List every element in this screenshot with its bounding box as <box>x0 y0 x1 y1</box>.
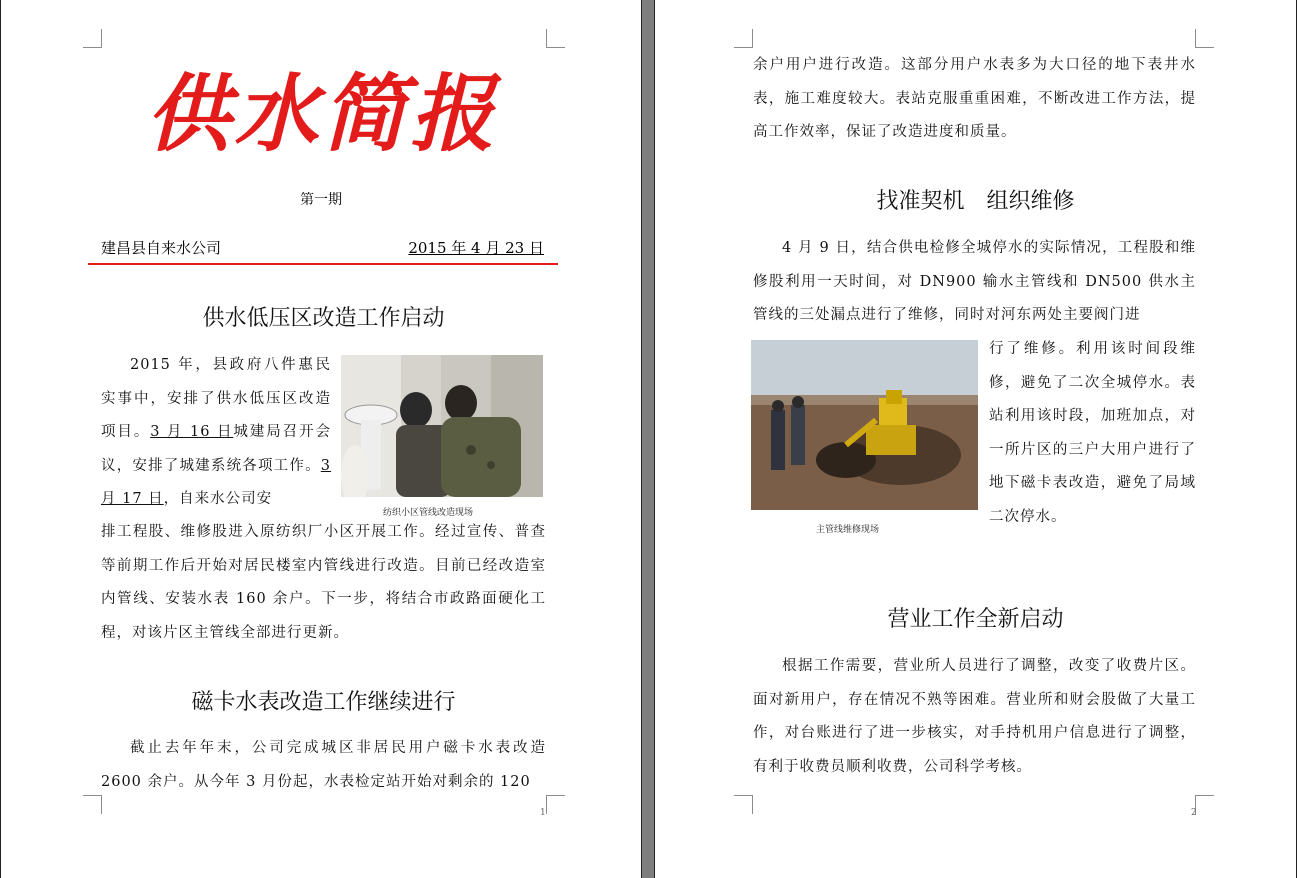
crop-mark <box>1195 795 1214 814</box>
page-number: 1 <box>540 808 546 818</box>
document-page-2 <box>655 0 1296 878</box>
section-heading: 供水低压区改造工作启动 <box>202 306 445 331</box>
section-paragraph: 2015 年，县政府八件惠民实事中，安排了供水低压区改造项目。3 月 16 日城建局召开会议，安排了城建系统各项工作。3 月 17 日，自来水公司安 <box>101 357 331 507</box>
section-heading: 找准契机 组织维修 <box>876 189 1075 214</box>
crop-mark <box>1195 29 1214 48</box>
document-page-1 <box>1 0 641 878</box>
page-number: 2 <box>1191 808 1197 818</box>
section-paragraph: 行了维修。利用该时间段维修，避免了二次全城停水。表站利用该时段，加班加点，对一所片区的三户大用户进行了地下磁卡表改造，避免了局域二次停水。 <box>989 341 1196 525</box>
section-heading: 磁卡水表改造工作继续进行 <box>191 690 456 715</box>
crop-mark <box>83 29 102 48</box>
issue-number: 第一期 <box>300 192 342 208</box>
section-paragraph: 根据工作需要，营业所人员进行了调整，改变了收费片区。面对新用户，存在情况不熟等困难。营业所和财会股做了大量工作，对台账进行了进一步核实，对手持机用户信息进行了调整，有利于收费员顺利收费，公司科学考核。 <box>753 658 1196 775</box>
issue-date: 2015 年 4 月 23 日 <box>408 239 544 257</box>
photo-caption: 纺织小区管线改造现场 <box>383 508 474 518</box>
crop-mark <box>546 29 565 48</box>
pipe-renovation-photo <box>341 355 543 497</box>
crop-mark <box>546 795 565 814</box>
section-paragraph: 排工程股、维修股进入原纺织厂小区开展工作。经过宣传、普查等前期工作后开始对居民楼室内管线进行改造。目前已经改造室内管线、安装水表 160 余户。下一步，将结合市政路面硬化工程，对该片区主管线全部进行更新。 <box>101 524 546 641</box>
crop-mark <box>734 29 753 48</box>
section-paragraph: 截止去年年末，公司完成城区非居民用户磁卡水表改造 2600 余户。从今年 3 月份起，水表检定站开始对剩余的 120 <box>101 740 546 790</box>
photo-caption: 主管线维修现场 <box>816 525 880 535</box>
organization-name: 建昌县自来水公司 <box>101 239 222 257</box>
crop-mark <box>734 795 753 814</box>
section-paragraph: 4 月 9 日，结合供电检修全城停水的实际情况，工程股和维修股利用一天时间，对 DN900 输水主管线和 DN500 供水主管线的三处漏点进行了维修，同时对河东两处主要阀门进 <box>753 240 1196 323</box>
continued-paragraph: 余户用户进行改造。这部分用户水表多为大口径的地下表井水表，施工难度较大。表站克服重重困难，不断改进工作方法，提高工作效率，保证了改造进度和质量。 <box>753 57 1196 140</box>
newsletter-masthead: 供水简报 <box>146 64 499 163</box>
header-rule <box>88 263 558 265</box>
crop-mark <box>83 795 102 814</box>
section-heading: 营业工作全新启动 <box>887 607 1064 632</box>
pipeline-repair-photo <box>751 340 978 510</box>
